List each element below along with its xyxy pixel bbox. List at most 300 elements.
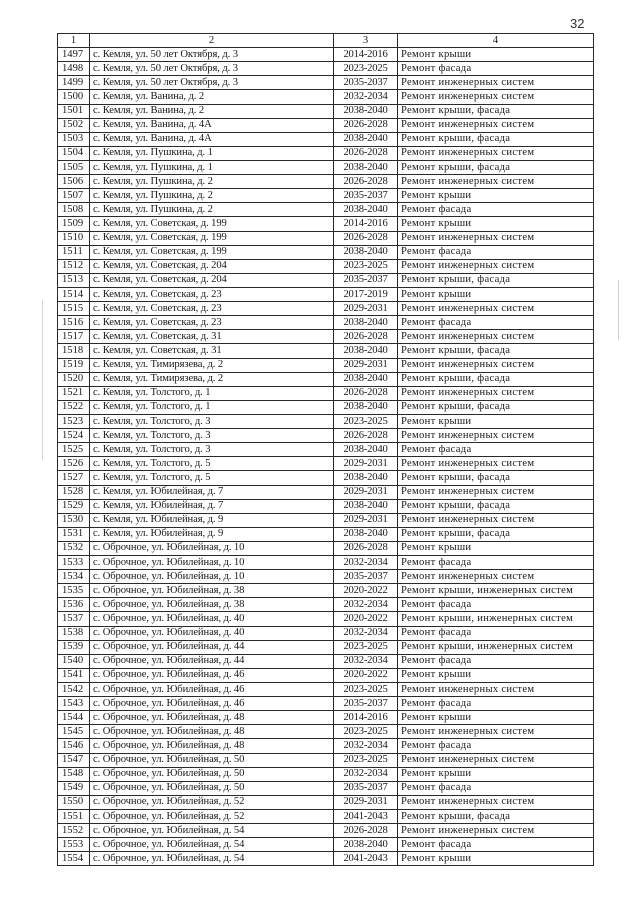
address-cell: с. Кемля, ул. Советская, д. 23 [90,287,334,301]
address-cell: с. Кемля, ул. Толстого, д. 5 [90,471,334,485]
row-number-cell: 1511 [58,245,90,259]
row-number-cell: 1509 [58,217,90,231]
row-number-cell: 1546 [58,739,90,753]
table-row [58,640,594,654]
row-number-cell: 1534 [58,570,90,584]
address-cell: с. Кемля, ул. Пушкина, д. 2 [90,175,334,189]
column-header-period: 3 [334,34,398,48]
table-row [58,527,594,541]
row-number-cell: 1542 [58,683,90,697]
address-cell: с. Кемля, ул. Советская, д. 23 [90,316,334,330]
work-type-cell: Ремонт фасада [398,838,594,852]
scan-edge-mark-left [42,300,43,460]
period-cell: 2038-2040 [334,443,398,457]
table-row [58,358,594,372]
period-cell: 2023-2025 [334,414,398,428]
period-cell: 2026-2028 [334,175,398,189]
address-cell: с. Кемля, ул. Советская, д. 199 [90,231,334,245]
row-number-cell: 1524 [58,429,90,443]
work-type-cell: Ремонт инженерных систем [398,570,594,584]
row-number-cell: 1523 [58,414,90,428]
table-row [58,711,594,725]
address-cell: с. Кемля, ул. Советская, д. 199 [90,245,334,259]
work-type-cell: Ремонт инженерных систем [398,795,594,809]
period-cell: 2035-2037 [334,697,398,711]
work-type-cell: Ремонт крыши, фасада [398,372,594,386]
table-row [58,386,594,400]
address-cell: с. Оброчное, ул. Юбилейная, д. 40 [90,626,334,640]
period-cell: 2038-2040 [334,160,398,174]
work-type-cell: Ремонт инженерных систем [398,231,594,245]
row-number-cell: 1504 [58,146,90,160]
table-row [58,245,594,259]
work-type-cell: Ремонт крыши, фасада [398,810,594,824]
period-cell: 2023-2025 [334,259,398,273]
work-type-cell: Ремонт инженерных систем [398,175,594,189]
table-row [58,852,594,866]
column-header-work-type: 4 [398,34,594,48]
period-cell: 2035-2037 [334,76,398,90]
work-type-cell: Ремонт крыши, фасада [398,344,594,358]
table-row [58,316,594,330]
period-cell: 2035-2037 [334,189,398,203]
row-number-cell: 1520 [58,372,90,386]
period-cell: 2038-2040 [334,838,398,852]
work-type-cell: Ремонт инженерных систем [398,753,594,767]
row-number-cell: 1502 [58,118,90,132]
row-number-cell: 1518 [58,344,90,358]
row-number-cell: 1535 [58,584,90,598]
period-cell: 2026-2028 [334,386,398,400]
table-row [58,725,594,739]
row-number-cell: 1527 [58,471,90,485]
address-cell: с. Кемля, ул. Советская, д. 204 [90,273,334,287]
address-cell: с. Кемля, ул. Советская, д. 199 [90,217,334,231]
work-type-cell: Ремонт инженерных систем [398,386,594,400]
period-cell: 2038-2040 [334,104,398,118]
address-cell: с. Кемля, ул. Советская, д. 23 [90,302,334,316]
period-cell: 2020-2022 [334,668,398,682]
work-type-cell: Ремонт фасада [398,316,594,330]
address-cell: с. Оброчное, ул. Юбилейная, д. 46 [90,697,334,711]
row-number-cell: 1506 [58,175,90,189]
period-cell: 2038-2040 [334,527,398,541]
period-cell: 2041-2043 [334,852,398,866]
row-number-cell: 1553 [58,838,90,852]
table-row [58,485,594,499]
row-number-cell: 1529 [58,499,90,513]
table-row [58,273,594,287]
work-type-cell: Ремонт инженерных систем [398,330,594,344]
scan-edge-mark-right [618,280,619,340]
row-number-cell: 1550 [58,795,90,809]
work-type-cell: Ремонт инженерных систем [398,824,594,838]
work-type-cell: Ремонт инженерных систем [398,358,594,372]
table-row [58,330,594,344]
address-cell: с. Кемля, ул. 50 лет Октября, д. 3 [90,62,334,76]
address-cell: с. Кемля, ул. Юбилейная, д. 9 [90,527,334,541]
table-row [58,570,594,584]
row-number-cell: 1545 [58,725,90,739]
row-number-cell: 1515 [58,302,90,316]
address-cell: с. Оброчное, ул. Юбилейная, д. 48 [90,725,334,739]
row-number-cell: 1517 [58,330,90,344]
period-cell: 2020-2022 [334,584,398,598]
address-cell: с. Кемля, ул. Советская, д. 204 [90,259,334,273]
table-row [58,48,594,62]
address-cell: с. Оброчное, ул. Юбилейная, д. 48 [90,711,334,725]
row-number-cell: 1497 [58,48,90,62]
period-cell: 2032-2034 [334,626,398,640]
table-row [58,217,594,231]
work-type-cell: Ремонт крыши [398,711,594,725]
work-type-cell: Ремонт крыши, инженерных систем [398,640,594,654]
table-row [58,287,594,301]
period-cell: 2026-2028 [334,541,398,555]
work-type-cell: Ремонт инженерных систем [398,76,594,90]
table-row [58,668,594,682]
period-cell: 2038-2040 [334,316,398,330]
period-cell: 2038-2040 [334,499,398,513]
period-cell: 2023-2025 [334,753,398,767]
address-cell: с. Оброчное, ул. Юбилейная, д. 54 [90,852,334,866]
table-row [58,118,594,132]
period-cell: 2038-2040 [334,245,398,259]
row-number-cell: 1548 [58,767,90,781]
row-number-cell: 1503 [58,132,90,146]
work-type-cell: Ремонт крыши, фасада [398,471,594,485]
table-row [58,753,594,767]
table-row [58,541,594,555]
address-cell: с. Оброчное, ул. Юбилейная, д. 50 [90,753,334,767]
address-cell: с. Оброчное, ул. Юбилейная, д. 52 [90,810,334,824]
period-cell: 2029-2031 [334,302,398,316]
work-type-cell: Ремонт фасада [398,443,594,457]
row-number-cell: 1526 [58,457,90,471]
table-row [58,810,594,824]
row-number-cell: 1528 [58,485,90,499]
period-cell: 2038-2040 [334,400,398,414]
address-cell: с. Оброчное, ул. Юбилейная, д. 48 [90,739,334,753]
table-row [58,513,594,527]
address-cell: с. Оброчное, ул. Юбилейная, д. 54 [90,838,334,852]
address-cell: с. Кемля, ул. Ванина, д. 4А [90,118,334,132]
period-cell: 2029-2031 [334,795,398,809]
work-type-cell: Ремонт инженерных систем [398,457,594,471]
period-cell: 2038-2040 [334,372,398,386]
row-number-cell: 1554 [58,852,90,866]
work-type-cell: Ремонт крыши, фасада [398,527,594,541]
row-number-cell: 1507 [58,189,90,203]
period-cell: 2041-2043 [334,810,398,824]
period-cell: 2029-2031 [334,485,398,499]
row-number-cell: 1500 [58,90,90,104]
table-row [58,612,594,626]
table-row [58,259,594,273]
address-cell: с. Кемля, ул. 50 лет Октября, д. 3 [90,48,334,62]
address-cell: с. Кемля, ул. Юбилейная, д. 7 [90,499,334,513]
row-number-cell: 1519 [58,358,90,372]
work-type-cell: Ремонт инженерных систем [398,302,594,316]
period-cell: 2023-2025 [334,640,398,654]
period-cell: 2014-2016 [334,48,398,62]
work-type-cell: Ремонт фасада [398,245,594,259]
address-cell: с. Кемля, ул. Советская, д. 31 [90,344,334,358]
address-cell: с. Оброчное, ул. Юбилейная, д. 50 [90,767,334,781]
period-cell: 2032-2034 [334,598,398,612]
period-cell: 2026-2028 [334,118,398,132]
work-type-cell: Ремонт инженерных систем [398,485,594,499]
table-row [58,400,594,414]
work-type-cell: Ремонт инженерных систем [398,429,594,443]
table-row [58,132,594,146]
work-type-cell: Ремонт фасада [398,556,594,570]
period-cell: 2023-2025 [334,62,398,76]
work-type-cell: Ремонт фасада [398,654,594,668]
address-cell: с. Оброчное, ул. Юбилейная, д. 44 [90,640,334,654]
table-row [58,824,594,838]
period-cell: 2032-2034 [334,654,398,668]
row-number-cell: 1552 [58,824,90,838]
table-row [58,90,594,104]
work-type-cell: Ремонт инженерных систем [398,683,594,697]
work-type-cell: Ремонт инженерных систем [398,259,594,273]
table-row [58,231,594,245]
table-row [58,739,594,753]
period-cell: 2023-2025 [334,683,398,697]
period-cell: 2038-2040 [334,203,398,217]
row-number-cell: 1543 [58,697,90,711]
period-cell: 2029-2031 [334,457,398,471]
row-number-cell: 1532 [58,541,90,555]
work-type-cell: Ремонт крыши [398,287,594,301]
table-row [58,838,594,852]
table-row [58,556,594,570]
column-header-address: 2 [90,34,334,48]
work-type-cell: Ремонт фасада [398,697,594,711]
address-cell: с. Кемля, ул. Пушкина, д. 1 [90,160,334,174]
address-cell: с. Оброчное, ул. Юбилейная, д. 38 [90,598,334,612]
work-type-cell: Ремонт фасада [398,739,594,753]
table-row [58,62,594,76]
table-row [58,781,594,795]
work-type-cell: Ремонт инженерных систем [398,90,594,104]
work-type-cell: Ремонт крыши [398,541,594,555]
address-cell: с. Кемля, ул. Пушкина, д. 1 [90,146,334,160]
table-row [58,767,594,781]
row-number-cell: 1540 [58,654,90,668]
work-type-cell: Ремонт крыши [398,414,594,428]
row-number-cell: 1510 [58,231,90,245]
table-row [58,697,594,711]
work-type-cell: Ремонт крыши [398,668,594,682]
address-cell: с. Кемля, ул. Толстого, д. 5 [90,457,334,471]
table-row [58,146,594,160]
address-cell: с. Оброчное, ул. Юбилейная, д. 44 [90,654,334,668]
table-row [58,598,594,612]
work-type-cell: Ремонт крыши [398,767,594,781]
row-number-cell: 1538 [58,626,90,640]
period-cell: 2038-2040 [334,132,398,146]
work-type-cell: Ремонт крыши, инженерных систем [398,612,594,626]
table-row [58,654,594,668]
period-cell: 2014-2016 [334,711,398,725]
period-cell: 2026-2028 [334,231,398,245]
table-row [58,189,594,203]
period-cell: 2026-2028 [334,330,398,344]
address-cell: с. Оброчное, ул. Юбилейная, д. 46 [90,668,334,682]
work-type-cell: Ремонт крыши, фасада [398,400,594,414]
address-cell: с. Кемля, ул. Советская, д. 31 [90,330,334,344]
table-row [58,683,594,697]
address-cell: с. Оброчное, ул. Юбилейная, д. 10 [90,541,334,555]
period-cell: 2032-2034 [334,739,398,753]
address-cell: с. Оброчное, ул. Юбилейная, д. 54 [90,824,334,838]
table-row [58,429,594,443]
row-number-cell: 1516 [58,316,90,330]
row-number-cell: 1530 [58,513,90,527]
table-row [58,471,594,485]
address-cell: с. Оброчное, ул. Юбилейная, д. 46 [90,683,334,697]
address-cell: с. Оброчное, ул. Юбилейная, д. 40 [90,612,334,626]
row-number-cell: 1547 [58,753,90,767]
address-cell: с. Оброчное, ул. Юбилейная, д. 38 [90,584,334,598]
table-row [58,414,594,428]
table-row [58,344,594,358]
period-cell: 2017-2019 [334,287,398,301]
row-number-cell: 1498 [58,62,90,76]
work-type-cell: Ремонт инженерных систем [398,118,594,132]
address-cell: с. Оброчное, ул. Юбилейная, д. 52 [90,795,334,809]
address-cell: с. Оброчное, ул. Юбилейная, д. 50 [90,781,334,795]
table-row [58,443,594,457]
period-cell: 2029-2031 [334,513,398,527]
table-row [58,372,594,386]
work-type-cell: Ремонт крыши, инженерных систем [398,584,594,598]
address-cell: с. Кемля, ул. Юбилейная, д. 9 [90,513,334,527]
column-header-number: 1 [58,34,90,48]
row-number-cell: 1549 [58,781,90,795]
period-cell: 2026-2028 [334,429,398,443]
period-cell: 2026-2028 [334,824,398,838]
row-number-cell: 1501 [58,104,90,118]
table-row [58,499,594,513]
row-number-cell: 1514 [58,287,90,301]
row-number-cell: 1521 [58,386,90,400]
address-cell: с. Кемля, ул. Пушкина, д. 2 [90,189,334,203]
table-row [58,203,594,217]
row-number-cell: 1513 [58,273,90,287]
address-cell: с. Кемля, ул. Ванина, д. 2 [90,90,334,104]
address-cell: с. Кемля, ул. 50 лет Октября, д. 3 [90,76,334,90]
address-cell: с. Кемля, ул. Ванина, д. 2 [90,104,334,118]
address-cell: с. Кемля, ул. Юбилейная, д. 7 [90,485,334,499]
work-type-cell: Ремонт крыши, фасада [398,160,594,174]
period-cell: 2035-2037 [334,781,398,795]
work-type-cell: Ремонт крыши, фасада [398,273,594,287]
table-row [58,302,594,316]
period-cell: 2029-2031 [334,358,398,372]
address-cell: с. Кемля, ул. Толстого, д. 3 [90,443,334,457]
work-type-cell: Ремонт крыши, фасада [398,132,594,146]
row-number-cell: 1533 [58,556,90,570]
period-cell: 2032-2034 [334,90,398,104]
table-row [58,160,594,174]
work-type-cell: Ремонт крыши [398,189,594,203]
housing-repair-table [57,33,594,866]
period-cell: 2032-2034 [334,767,398,781]
period-cell: 2035-2037 [334,570,398,584]
address-cell: с. Кемля, ул. Ванина, д. 4А [90,132,334,146]
work-type-cell: Ремонт фасада [398,598,594,612]
row-number-cell: 1531 [58,527,90,541]
address-cell: с. Кемля, ул. Толстого, д. 1 [90,400,334,414]
row-number-cell: 1512 [58,259,90,273]
address-cell: с. Кемля, ул. Тимирязева, д. 2 [90,372,334,386]
table-row [58,795,594,809]
period-cell: 2020-2022 [334,612,398,626]
work-type-cell: Ремонт крыши [398,852,594,866]
work-type-cell: Ремонт крыши, фасада [398,104,594,118]
table-row [58,626,594,640]
table-row [58,175,594,189]
row-number-cell: 1539 [58,640,90,654]
address-cell: с. Кемля, ул. Толстого, д. 1 [90,386,334,400]
row-number-cell: 1525 [58,443,90,457]
address-cell: с. Оброчное, ул. Юбилейная, д. 10 [90,556,334,570]
period-cell: 2026-2028 [334,146,398,160]
period-cell: 2038-2040 [334,471,398,485]
address-cell: с. Кемля, ул. Толстого, д. 3 [90,414,334,428]
work-type-cell: Ремонт инженерных систем [398,146,594,160]
address-cell: с. Кемля, ул. Толстого, д. 3 [90,429,334,443]
row-number-cell: 1551 [58,810,90,824]
work-type-cell: Ремонт инженерных систем [398,725,594,739]
table-header-row [58,34,594,48]
row-number-cell: 1508 [58,203,90,217]
work-type-cell: Ремонт фасада [398,626,594,640]
address-cell: с. Кемля, ул. Пушкина, д. 2 [90,203,334,217]
work-type-cell: Ремонт крыши [398,48,594,62]
row-number-cell: 1505 [58,160,90,174]
period-cell: 2023-2025 [334,725,398,739]
row-number-cell: 1536 [58,598,90,612]
table-row [58,104,594,118]
work-type-cell: Ремонт инженерных систем [398,513,594,527]
row-number-cell: 1522 [58,400,90,414]
period-cell: 2032-2034 [334,556,398,570]
work-type-cell: Ремонт фасада [398,62,594,76]
work-type-cell: Ремонт фасада [398,203,594,217]
table-body [58,48,594,866]
address-cell: с. Оброчное, ул. Юбилейная, д. 10 [90,570,334,584]
work-type-cell: Ремонт фасада [398,781,594,795]
row-number-cell: 1499 [58,76,90,90]
table-row [58,457,594,471]
period-cell: 2035-2037 [334,273,398,287]
period-cell: 2014-2016 [334,217,398,231]
row-number-cell: 1537 [58,612,90,626]
row-number-cell: 1544 [58,711,90,725]
address-cell: с. Кемля, ул. Тимирязева, д. 2 [90,358,334,372]
table-row [58,584,594,598]
row-number-cell: 1541 [58,668,90,682]
work-type-cell: Ремонт крыши, фасада [398,499,594,513]
page-number: 32 [570,16,585,31]
work-type-cell: Ремонт крыши [398,217,594,231]
table-row [58,76,594,90]
period-cell: 2038-2040 [334,344,398,358]
